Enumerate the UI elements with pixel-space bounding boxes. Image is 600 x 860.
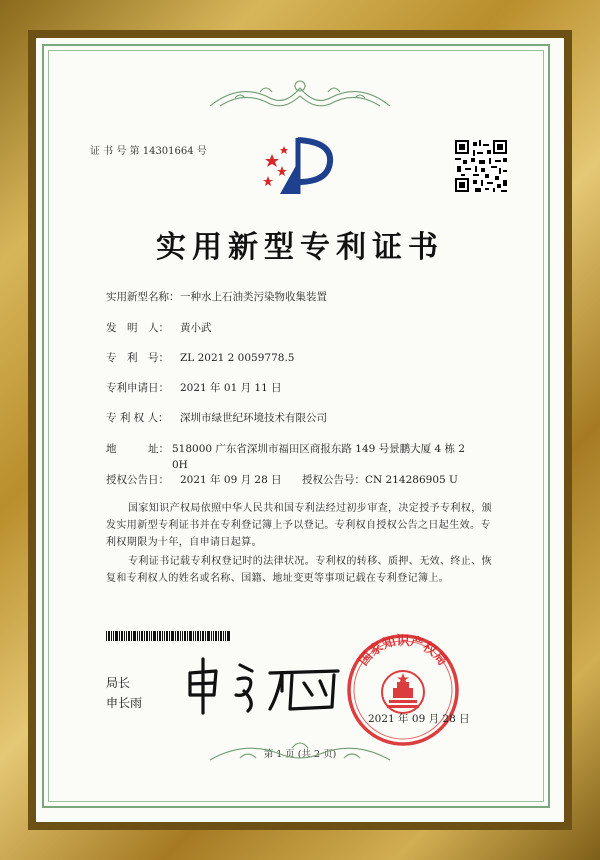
seal-date: 2021 年 09 月 28 日 [368,713,470,725]
field-label: 地 址： [106,443,169,455]
certificate-number: 证 书 号 第 14301664 号 [90,146,207,157]
field-patent-number [106,350,294,365]
page-number: 第 1 页 (共 2 页) [263,749,337,760]
certificate-title: 实用新型专利证书 [156,230,444,265]
field-utility-model-name [106,289,327,304]
field-value: 黄小武 [180,322,212,334]
field-value: 2021 年 01 月 11 日 [180,382,282,394]
paragraph-legal-status: 专利证书记载专利权登记时的法律状况。专利权的转移、质押、无效、终止、恢复和专利权人的姓名或名称、国籍、地址变更等事项记载在专利登记簿上。 [106,556,492,584]
field-address-label [106,441,180,456]
bottom-floral-ornament [200,734,400,766]
field-value: 深圳市绿世纪环境技术有限公司 [180,412,327,424]
paragraph-grant-statement: 国家知识产权局依照中华人民共和国专利法经过初步审查，决定授予专利权，颁发实用新型专利证书并在专利登记簿上予以登记。专利权自授权公告之日起生效。专利权期限为十年，自申请日起算。 [106,503,492,548]
director-signature [178,651,348,721]
field-value: 一种水上石油类污染物收集装置 [180,291,327,303]
field-label: 发 明 人： [106,322,169,334]
field-patentee [106,410,327,425]
field-label: 专 利 权 人： [106,412,169,424]
qr-code [455,140,507,192]
barcode [106,631,230,641]
official-red-seal [345,632,461,748]
top-floral-ornament [200,76,400,114]
field-label: 授权公告日： [106,474,169,486]
director-title: 局长 [106,676,131,690]
director-name: 申长雨 [106,696,143,710]
field-inventor [106,320,212,335]
field-label: 专利申请日： [106,382,169,394]
field-value: ZL 2021 2 0059778.5 [180,352,295,364]
field-label: 专 利 号： [106,352,169,364]
field-value: CN 214286905 U [365,474,458,486]
field-label: 授权公告号： [302,474,365,486]
field-label: 实用新型名称： [106,291,180,303]
field-filing-date [106,380,282,395]
svg-text:国家知识产权局: 国家知识产权局 [356,633,450,669]
field-value: 2021 年 09 月 28 日 [180,474,282,486]
field-announcement-number [302,472,458,487]
cnipa-logo-icon [258,132,338,202]
field-announcement-date [106,472,282,487]
field-address-value: 518000 广东省深圳市福田区商报东路 149 号景鹏大厦 4 栋 2 0H [172,443,466,471]
